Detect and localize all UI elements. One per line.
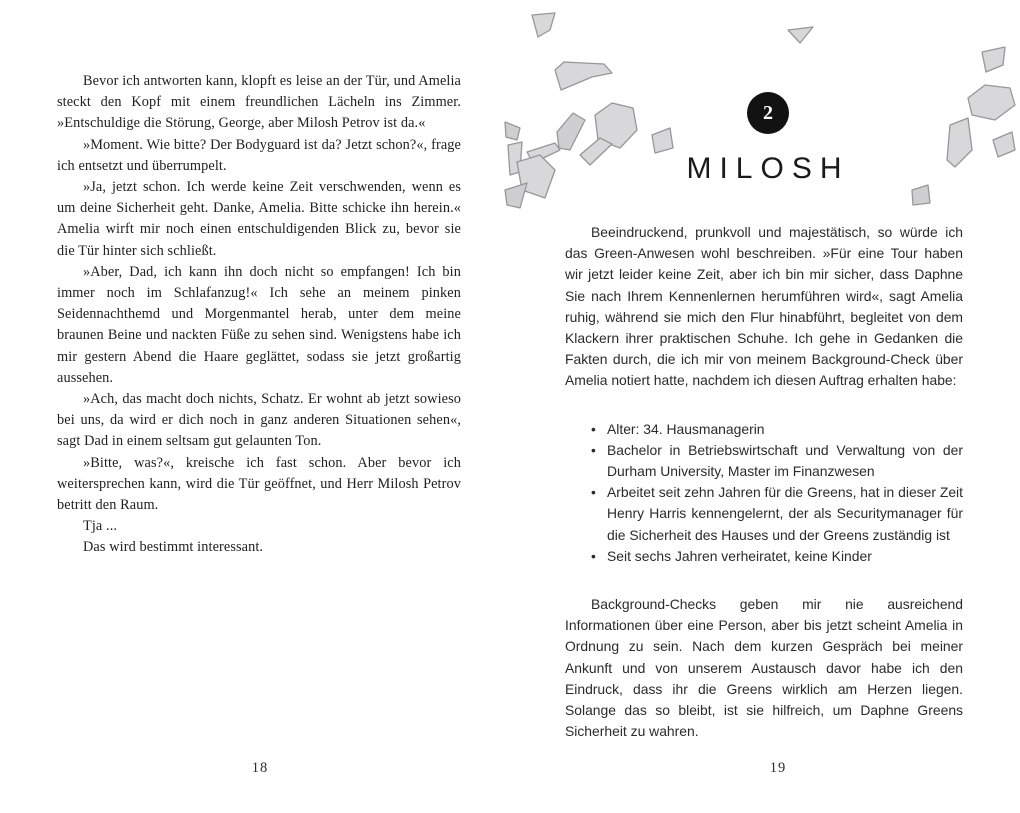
bullet-marker: • — [591, 484, 596, 501]
left-page-body — [57, 71, 461, 559]
chapter-number-badge — [747, 92, 789, 134]
body-paragraph: Beeindruckend, prunkvoll und majestätisch, so würde ich das Green-Anwesen wohl beschreiben. »Für eine Tour haben wir jetzt leider keine Zeit, aber ich bin mir sicher, dass Daphne Sie nach Ihrem Kennenlernen herumführen wird«, sagt Amelia ruhig, während sie mich den Flur hinabführt, begleitet von dem Klackern ihrer praktischen Schuhe. Ich gehe in Gedanken die Fakten durch, die ich mir von meinem Background-Check über Amelia notiert hatte, nachdem ich diesen Auftrag erhalten habe: — [565, 224, 963, 389]
bullet-marker: • — [591, 547, 596, 564]
bullet-marker: • — [591, 441, 596, 458]
body-paragraph: »Ja, jetzt schon. Ich werde keine Zeit verschwenden, wenn es um deine Sicherheit geht. Danke, Amelia. Bitte schicke ihn herein.« Amelia wirft mir noch einen entschuldigenden Blick zu, bevor sie die Tür hinter sich schließt. — [57, 179, 461, 259]
background-check-list — [565, 419, 963, 567]
chapter-title: MILOSH — [686, 152, 850, 185]
bullet-item — [591, 440, 963, 482]
page-number-right: 19 — [769, 760, 787, 776]
bullet-text: Seit sechs Jahren verheiratet, keine Kinder — [607, 547, 872, 564]
body-paragraph: »Ach, das macht doch nichts, Schatz. Er wohnt ab jetzt sowieso bei uns, da wird er dich noch in ganz anderen Situationen sehen«, sagt Dad in einem seltsam gut gelaunten Ton. — [57, 391, 461, 450]
body-paragraph: »Bitte, was?«, kreische ich fast schon. Aber bevor ich weitersprechen kann, wird die Tür geöffnet, und Herr Milosh Petrov betritt den Raum. — [57, 454, 461, 514]
glass-shard — [912, 185, 930, 205]
body-paragraph: »Moment. Wie bitte? Der Bodyguard ist da? Jetzt schon?«, frage ich entsetzt und überrumpelt. — [57, 136, 461, 174]
body-paragraph: Bevor ich antworten kann, klopft es leise an der Tür, und Amelia steckt den Kopf mit einem freundlichen Lächeln ins Zimmer. »Entschuldige die Störung, George, aber Milosh Petrov ist da.« — [57, 73, 461, 132]
page-number-left: 18 — [251, 760, 269, 776]
body-paragraph: Background-Checks geben mir nie ausreichend Informationen über eine Person, aber bis jetzt scheint Amelia in Ordnung zu sein. Nach dem kurzen Gespräch bei meiner Ankunft und von unserem Austausch davor habe ich den Eindruck, dass ihr die Greens wirklich am Herzen liegen. Solange das so bleibt, ist sie hilfreich, um Daphne Greens Sicherheit zu wahren. — [565, 596, 963, 740]
body-paragraph: »Aber, Dad, ich kann ihn doch nicht so empfangen! Ich bin immer noch im Schlafanzug!« Ich sehe an meinem pinken Seidennachthemd und Morgenmantel herab, unter dem meine braunen Beine und nackten Füße zu sehen sind. Wenigstens habe ich mir gestern Abend die Haare geglättet, sodass sie jetzt großartig aussehen. — [57, 263, 461, 386]
bullet-item — [591, 419, 963, 440]
body-paragraph: Das wird bestimmt interessant. — [83, 539, 264, 556]
bullet-item — [591, 482, 963, 546]
glass-shard — [788, 27, 813, 43]
glass-shard — [982, 47, 1005, 72]
right-page-body — [565, 222, 963, 742]
bullet-marker: • — [591, 420, 596, 437]
chapter-number: 2 — [763, 101, 773, 124]
bullet-item — [591, 546, 963, 567]
glass-shard — [557, 113, 585, 150]
glass-shard — [505, 122, 520, 140]
bullet-text: Arbeitet seit zehn Jahren für die Greens, hat in dieser Zeit Henry Harris kennengelernt, der als Securitymanager für die Sicherheit des Hauses und der Greens zuständig ist — [607, 484, 963, 543]
bullet-text: Alter: 34. Hausmanagerin — [607, 420, 765, 437]
body-paragraph: Tja ... — [83, 518, 118, 535]
glass-shard — [505, 183, 527, 208]
glass-shard — [532, 13, 555, 37]
glass-shard — [993, 132, 1015, 157]
glass-shard — [555, 62, 612, 90]
bullet-text: Bachelor in Betriebswirtschaft und Verwaltung von der Durham University, Master im Finanzwesen — [607, 441, 963, 480]
glass-shard — [968, 85, 1015, 120]
glass-shard — [652, 128, 673, 153]
